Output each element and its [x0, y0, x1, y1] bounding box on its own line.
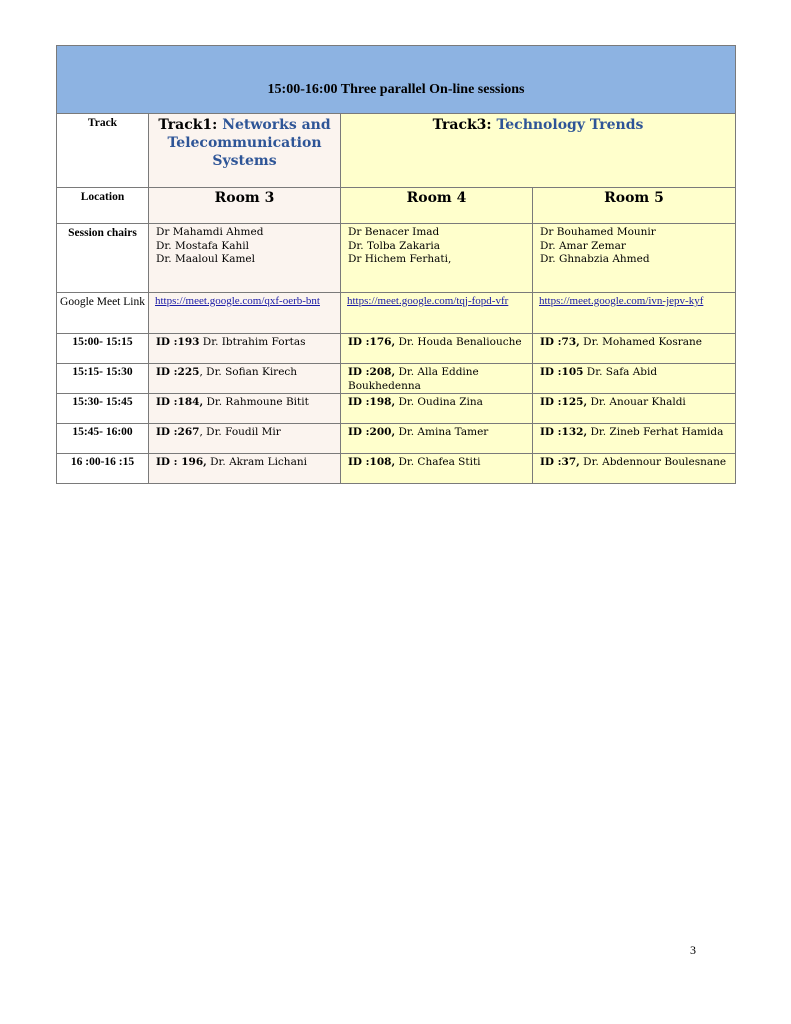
presenter-name: Dr. Rahmoune Bitit [203, 396, 309, 408]
presenter-name: Dr. Abdennour Boulesnane [579, 456, 727, 468]
chairs-room-4 [341, 224, 533, 293]
meet-link-room-3[interactable] [149, 293, 341, 334]
page-number: 3 [690, 943, 696, 957]
slot-room-5 [533, 394, 736, 424]
paper-id: ID :73, [540, 336, 580, 348]
slot-room-4 [341, 334, 533, 364]
slot-time: 15:30- 15:45 [57, 394, 149, 424]
slot-room-5 [533, 424, 736, 454]
slot-room-4 [341, 364, 533, 394]
meet-label: Google Meet Link [57, 293, 149, 334]
slot-room-3 [149, 364, 341, 394]
session-header [57, 46, 736, 114]
room-4: Room 4 [341, 188, 533, 224]
chair-name: Dr. Amar Zemar [540, 239, 626, 252]
paper-id: ID :108, [348, 456, 396, 468]
meet-link-room-5[interactable] [533, 293, 736, 334]
chairs-room-5 [533, 224, 736, 293]
paper-id: ID :105 [540, 366, 584, 378]
meet-link-text[interactable]: https://meet.google.com/tqj-fopd-vfr [347, 295, 509, 307]
chair-name: Dr. Ghnabzia Ahmed [540, 253, 650, 265]
presenter-name: Dr. Zineb Ferhat Hamida [587, 426, 724, 438]
presenter-name: , Dr. Foudil Mir [199, 426, 281, 438]
chair-name: Dr Bouhamed Mounir [540, 226, 656, 238]
paper-id: ID :200, [348, 426, 396, 438]
location-label: Location [57, 188, 149, 224]
presenter-name: Dr. Oudina Zina [395, 396, 483, 408]
presenter-name: Dr. Amina Tamer [395, 426, 489, 438]
paper-id: ID : 196, [156, 456, 207, 468]
track3-prefix: Track3: [432, 117, 497, 133]
meet-link-text[interactable]: https://meet.google.com/qxf-oerb-bnt [155, 295, 320, 307]
slot-room-4 [341, 394, 533, 424]
paper-id: ID :132, [540, 426, 588, 438]
track3-name: Technology Trends [496, 117, 644, 133]
track3-cell [341, 114, 736, 188]
chair-name: Dr. Tolba Zakaria [348, 239, 440, 252]
slot-room-5 [533, 364, 736, 394]
paper-id: ID :37, [540, 456, 580, 468]
meet-link-room-4[interactable] [341, 293, 533, 334]
presenter-name: Dr. Anouar Khaldi [587, 396, 686, 408]
presenter-name: Dr. Ibtrahim Fortas [199, 336, 306, 348]
chair-name: Dr Hichem Ferhati, [348, 253, 452, 265]
track-label: Track [57, 114, 149, 188]
room-5: Room 5 [533, 188, 736, 224]
slot-room-5 [533, 454, 736, 484]
presenter-name: Dr. Akram Lichani [206, 456, 307, 468]
slot-time: 16 :00-16 :15 [57, 454, 149, 484]
presenter-name: Dr. Alla Eddine Boukhedenna [348, 366, 479, 392]
meet-link-text[interactable]: https://meet.google.com/ivn-jepv-kyf [539, 295, 704, 307]
slot-time: 15:45- 16:00 [57, 424, 149, 454]
presenter-name: Dr. Safa Abid [583, 366, 658, 378]
track1-name: Networks and Telecommunication Systems [167, 117, 331, 169]
presenter-name: Dr. Houda Benaliouche [395, 336, 522, 348]
chair-name: Dr Benacer Imad [348, 226, 440, 238]
paper-id: ID :267 [156, 426, 200, 438]
paper-id: ID :125, [540, 396, 588, 408]
paper-id: ID :208, [348, 366, 396, 378]
slot-room-3 [149, 424, 341, 454]
chairs-label: Session chairs [57, 224, 149, 293]
track1-cell [149, 114, 341, 188]
slot-room-3 [149, 334, 341, 364]
chair-name: Dr. Maaloul Kamel [156, 253, 256, 265]
schedule-table [56, 45, 736, 484]
slot-time: 15:15- 15:30 [57, 364, 149, 394]
paper-id: ID :184, [156, 396, 204, 408]
presenter-name: , Dr. Sofian Kirech [199, 366, 298, 378]
room-3: Room 3 [149, 188, 341, 224]
slot-room-3 [149, 454, 341, 484]
session-title: 15:00-16:00 Three parallel On-line sessions [267, 81, 525, 97]
chairs-room-3 [149, 224, 341, 293]
slot-room-5 [533, 334, 736, 364]
paper-id: ID :225 [156, 366, 200, 378]
paper-id: ID :198, [348, 396, 396, 408]
presenter-name: Dr. Mohamed Kosrane [579, 336, 702, 348]
slot-time: 15:00- 15:15 [57, 334, 149, 364]
chair-name: Dr. Mostafa Kahil [156, 239, 249, 252]
slot-room-3 [149, 394, 341, 424]
paper-id: ID :176, [348, 336, 396, 348]
paper-id: ID :193 [156, 336, 200, 348]
presenter-name: Dr. Chafea Stiti [395, 456, 481, 468]
chair-name: Dr Mahamdi Ahmed [156, 226, 264, 238]
slot-room-4 [341, 424, 533, 454]
slot-room-4 [341, 454, 533, 484]
track1-prefix: Track1: [158, 117, 223, 133]
